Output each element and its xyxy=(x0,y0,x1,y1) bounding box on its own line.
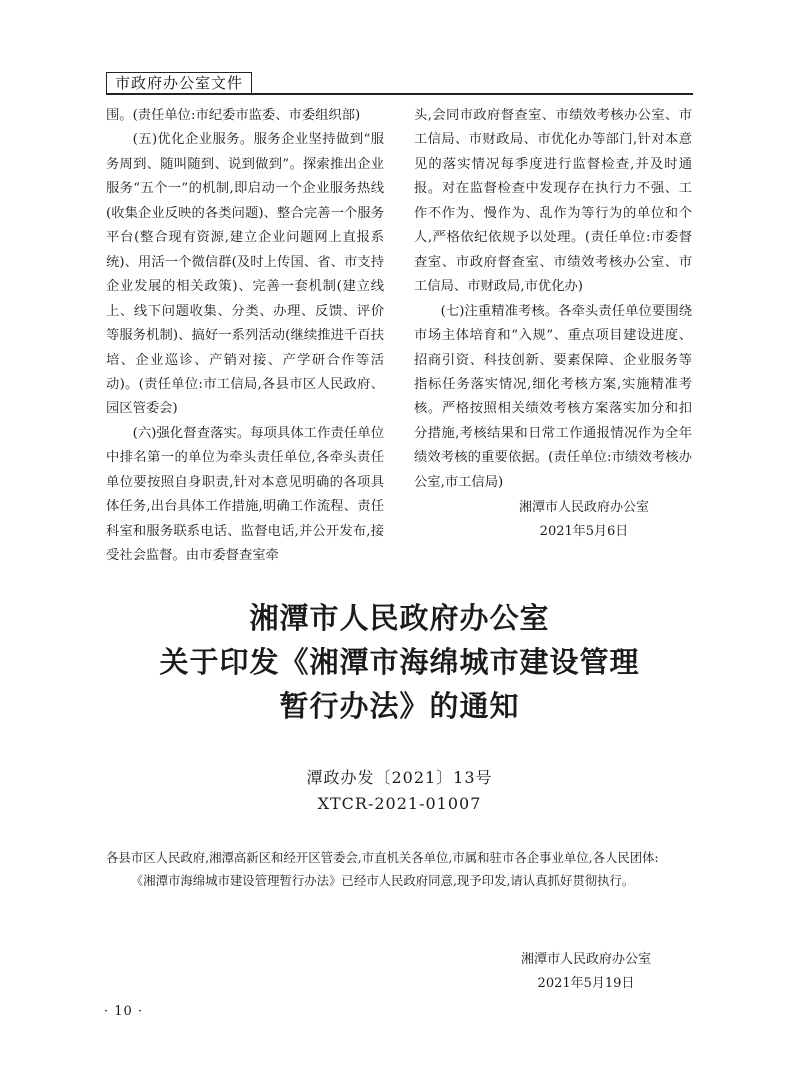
paragraph: (七)注重精准考核。各牵头责任单位要围绕市场主体培育和“入规”、重点项目建设进度、招商引资、科技创新、要素保障、企业服务等指标任务落实情况,细化考核方案,实施精准考核。严格按照相关绩效考核方案落实加分和扣分措施,考核结果和日常工作通报情况作为全年绩效考核的重要依据。(责任单位:市绩效考核办公室,市工信局) xyxy=(414,303,692,490)
notice-paragraph: 《湘潭市海绵城市建设管理暂行办法》已经市人民政府同意,现予印发,请认真抓好贯彻执行。 xyxy=(130,873,635,888)
issuer: 湘潭市人民政府办公室 xyxy=(520,952,651,967)
document-code: XTCR-2021-01007 xyxy=(317,794,482,813)
notice-body xyxy=(106,846,696,892)
paragraph: (五)优化企业服务。服务企业坚持做到“服务周到、随叫随到、说到做到”。探索推出企业服务“五个一”的机制,即启动一个企业服务热线(收集企业反映的各类问题)、整合完善一个服务平台(整合现有资源,建立企业问题网上直报系统)、用活一个微信群(及时上传国、省、市支持企业发展的相关政策)、完善一套机制(建立线上、线下问题收集、分类、办理、反馈、评价等服务机制)、搞好一系列活动(继续推进千百扶培、企业巡诊、产销对接、产学研合作等活动)。(责任单位:市工信局,各县市区人民政府、园区管委会) xyxy=(106,132,384,417)
page-number: · 10 · xyxy=(104,1004,144,1019)
prev-doc-right-column xyxy=(414,104,692,495)
issue-date: 2021年5月6日 xyxy=(539,524,629,539)
title-line: 暂行办法》的通知 xyxy=(279,689,520,723)
notice-title xyxy=(106,596,693,728)
section-label: 市政府办公室文件 xyxy=(106,72,252,94)
issue-date: 2021年5月19日 xyxy=(537,976,635,991)
prev-doc-left-column xyxy=(106,104,384,569)
recipients: 各县市区人民政府,湘潭高新区和经开区管委会,市直机关各单位,市属和驻市各企事业单位,各人民团体: xyxy=(106,850,659,865)
document-number: 潭政办发〔2021〕13号 xyxy=(306,768,493,787)
notice-signature xyxy=(496,948,676,996)
title-line: 关于印发《湘潭市海绵城市建设管理 xyxy=(159,645,640,679)
paragraph: (六)强化督查落实。每项具体工作责任单位中排名第一的单位为牵头责任单位,各牵头责任单位要按照自身职责,针对本意见明确的各项具体任务,出台具体工作措施,明确工作流程、责任科室和服务联系电话、监督电话,并公开发布,接受社会监督。由市委督查室牵 xyxy=(106,425,384,564)
section-header xyxy=(106,72,693,94)
title-line: 湘潭市人民政府办公室 xyxy=(249,601,550,635)
paragraph: 围。(责任单位:市纪委市监委、市委组织部) xyxy=(106,108,361,123)
prev-doc-signature xyxy=(494,496,674,544)
issuer: 湘潭市人民政府办公室 xyxy=(518,500,649,515)
document-number-block xyxy=(106,765,693,817)
paragraph: 头,会同市政府督查室、市绩效考核办公室、市工信局、市财政局、市优化办等部门,针对本意见的落实情况每季度进行监督检查,并及时通报。对在监督检查中发现存在执行力不强、工作不作为、慢作为、乱作为等行为的单位和个人,严格依纪依规予以处理。(责任单位:市委督查室、市政府督查室、市绩效考核办公室、市工信局、市财政局,市优化办) xyxy=(414,108,692,295)
